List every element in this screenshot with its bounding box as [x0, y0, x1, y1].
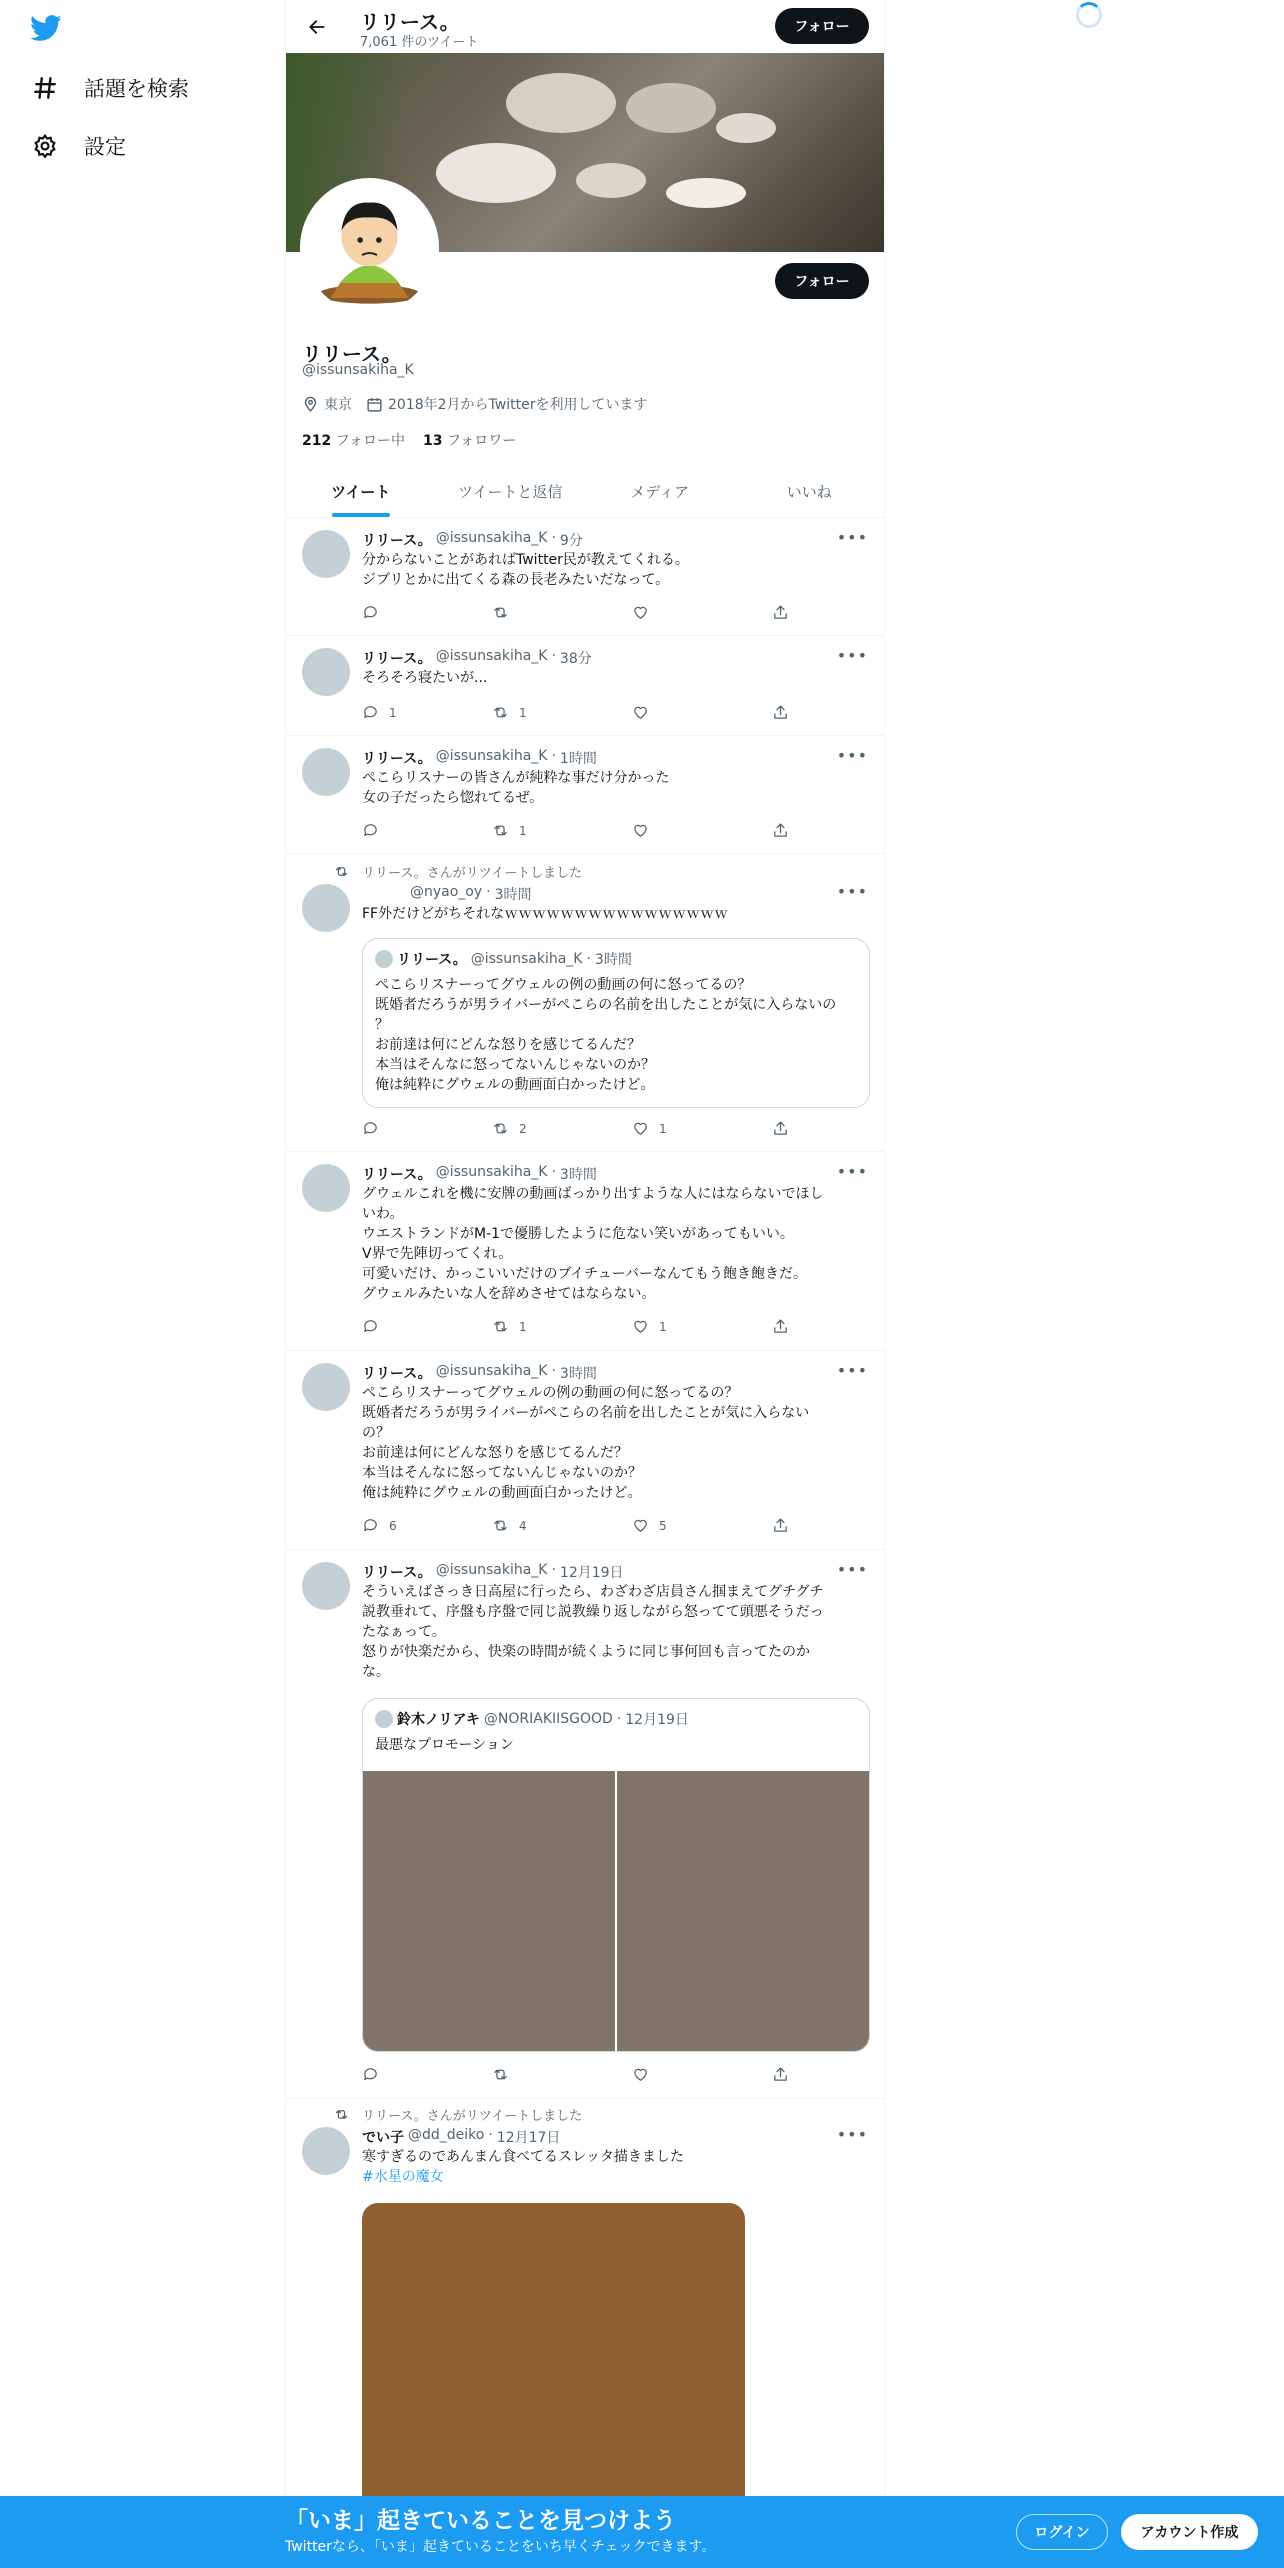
reply-button[interactable] [362, 822, 389, 839]
tweet-actions [362, 1318, 792, 1338]
quote-time: 12月19日 [625, 1712, 689, 1728]
tab-likes[interactable]: いいね [786, 482, 832, 501]
profile-location-text: 東京 [324, 397, 352, 413]
calendar-icon [366, 396, 383, 413]
share-icon [772, 2066, 789, 2083]
share-button[interactable] [772, 2066, 789, 2083]
reply-button[interactable] [362, 704, 397, 721]
profile-meta [302, 394, 647, 414]
quote-media-image[interactable] [363, 1771, 615, 2052]
followers-link[interactable] [423, 430, 516, 450]
nav-settings-label: 設定 [84, 135, 126, 159]
like-button[interactable] [632, 704, 659, 721]
share-button[interactable] [772, 1517, 789, 1534]
retweet-button[interactable] [492, 704, 527, 721]
tweet-header: リリース。 @issunsakiha_K · 1時間 [362, 748, 597, 767]
quote-avatar [375, 950, 393, 968]
tweet[interactable] [286, 1351, 884, 1550]
tweet-avatar[interactable] [302, 530, 350, 578]
share-icon [772, 1517, 789, 1534]
nav-explore-label: 話題を検索 [84, 77, 189, 101]
like-button[interactable] [632, 2066, 659, 2083]
following-label: フォロー中 [335, 433, 405, 449]
tweet-author-name[interactable]: でい子 [362, 2130, 404, 2146]
tweet-text: ぺこらリスナーの皆さんが純粋な事だけ分かった 女の子だったら惚れてるぜ。 [362, 770, 670, 806]
signup-banner [0, 2496, 1284, 2568]
share-icon [772, 822, 789, 839]
tweet-text: ぺこらリスナーってグウェルの例の動画の何に怒ってるの？ 既婚者だろうが男ライバーがぺこらの名前を出したことが気に入らない の？ お前達は何にどんな怒りを感じてるんだ？ 本当はそんなに怒ってないんじゃないのか？ 俺は純粋にグウェルの動画面白かったけど。 [362, 1385, 810, 1501]
share-icon [772, 704, 789, 721]
like-icon [632, 704, 649, 721]
share-button[interactable] [772, 604, 789, 621]
tweet[interactable] [286, 736, 884, 854]
share-icon [772, 604, 789, 621]
tweet-header: リリース。 @issunsakiha_K · 3時間 [362, 1363, 597, 1382]
main-column [285, 0, 885, 2568]
nav-settings[interactable] [32, 131, 126, 161]
retweet-count: 1 [519, 705, 527, 720]
like-icon [632, 604, 649, 621]
profile-avatar[interactable] [300, 178, 439, 317]
quote-media-image[interactable] [617, 1771, 870, 2052]
retweet-icon [492, 1318, 509, 1335]
tweet-time[interactable]: 12月19日 [559, 1565, 624, 1581]
login-button[interactable]: ログイン [1016, 2514, 1108, 2550]
share-button[interactable] [772, 1318, 789, 1335]
tweet-media-image[interactable] [362, 2203, 745, 2496]
quoted-tweet[interactable] [362, 938, 870, 1108]
like-icon [632, 1120, 649, 1137]
following-link[interactable] [302, 430, 405, 450]
quote-text: ぺこらリスナーってグウェルの例の動画の何に怒ってるの？ 既婚者だろうが男ライバーがぺこらの名前を出したことが気に入らないの ？ お前達は何にどんな怒りを感じてるんだ？ 本当はそんなに怒ってないんじゃないのか？ 俺は純粋にグウェルの動画面白かったけど。 [375, 977, 837, 1093]
more-options-icon[interactable]: ••• [836, 1162, 868, 1181]
tweet-time[interactable]: 3時間 [559, 1167, 597, 1183]
reply-button[interactable] [362, 2066, 389, 2083]
header-follow-button[interactable]: フォロー [775, 8, 869, 44]
tweet-avatar[interactable] [302, 884, 350, 932]
tweet-avatar[interactable] [302, 1164, 350, 1212]
tweet-time[interactable]: 1時間 [559, 751, 597, 767]
like-button[interactable] [632, 1318, 667, 1335]
tweet-time[interactable]: 12月17日 [496, 2130, 561, 2146]
loading-spinner-icon [1076, 2, 1102, 28]
reply-icon [362, 822, 379, 839]
tweet-author-handle[interactable]: @dd_deiko [408, 2127, 485, 2143]
like-button[interactable] [632, 1517, 667, 1534]
quote-author-handle: @issunsakiha_K [470, 951, 583, 967]
retweet-icon [334, 864, 349, 879]
twitter-bird-icon[interactable] [30, 12, 66, 48]
retweet-count: 1 [519, 1319, 527, 1334]
tweet-text: 寒すぎるのであんまん食べてるスレッタ描きました #水星の魔女 [362, 2147, 870, 2187]
tab-media[interactable]: メディア [630, 482, 690, 501]
tweet-text: FF外だけどがちそれなｗｗｗｗｗｗｗｗｗｗｗｗｗｗｗｗ [362, 906, 729, 922]
followers-label: フォロワー [446, 433, 517, 449]
reply-count: 1 [389, 705, 397, 720]
tweet-header: リリース。 @issunsakiha_K · 3時間 [362, 1164, 597, 1183]
tweet[interactable] [286, 854, 884, 1152]
tweet-author-handle[interactable]: @issunsakiha_K [435, 530, 548, 546]
tweet-time[interactable]: 38分 [559, 651, 592, 667]
quote-author-handle: @NORIAKIISGOOD [483, 1711, 613, 1727]
like-button[interactable] [632, 1120, 667, 1137]
like-count: 1 [659, 1319, 667, 1334]
more-options-icon[interactable]: ••• [836, 2125, 868, 2144]
reply-icon [362, 1120, 379, 1137]
retweet-note-text: リリース。さんがリツイートしました [362, 866, 583, 881]
reply-button[interactable] [362, 604, 389, 621]
header-tweet-count: 7,061 件のツイート [360, 35, 479, 50]
tweet-header: リリース。 @issunsakiha_K · 38分 [362, 648, 592, 667]
tweet[interactable] [286, 1550, 884, 2099]
tweet-actions [362, 1120, 792, 1140]
like-count: 1 [659, 1121, 667, 1136]
tweet-actions [362, 822, 792, 842]
tweet-avatar[interactable] [302, 1363, 350, 1411]
tweet-avatar[interactable] [302, 748, 350, 796]
tweet-avatar[interactable] [302, 648, 350, 696]
more-options-icon[interactable]: ••• [836, 646, 868, 665]
reply-icon [362, 604, 379, 621]
tweet-header: リリース。 @issunsakiha_K · 9分 [362, 530, 583, 549]
reply-icon [362, 1517, 379, 1534]
retweet-icon [492, 1120, 509, 1137]
share-button[interactable] [772, 1120, 789, 1137]
like-icon [632, 822, 649, 839]
quote-time: 3時間 [594, 952, 632, 968]
tab-tweets-and-replies[interactable]: ツイートと返信 [458, 482, 563, 501]
retweet-count: 4 [519, 1518, 527, 1533]
hashtag-icon [32, 75, 58, 101]
tweet-text: そういえばさっき日高屋に行ったら、わざわざ店員さん掴まえてグチグチ 説教垂れて、序盤も序盤で同じ説教繰り返しながら怒ってて頭悪そうだっ たなぁって。 怒りが快楽だから、快楽の時間が続くように同じ事何回も言ってたのか な。 [362, 1584, 824, 1680]
tweet[interactable] [286, 2099, 884, 2496]
tweet-actions [362, 704, 792, 724]
tweet-time[interactable]: 9分 [559, 533, 583, 549]
like-icon [632, 1318, 649, 1335]
reply-icon [362, 2066, 379, 2083]
reply-icon [362, 1318, 379, 1335]
reply-icon [362, 704, 379, 721]
retweet-button[interactable] [492, 1517, 527, 1534]
retweet-icon [492, 604, 509, 621]
profile-follow-button[interactable]: フォロー [775, 263, 869, 299]
quote-avatar [375, 1710, 393, 1728]
tweet[interactable] [286, 636, 884, 736]
tweet-time[interactable]: 3時間 [559, 1366, 597, 1382]
quote-author-name: 鈴木ノリアキ [397, 1712, 480, 1728]
retweet-button[interactable] [492, 2066, 519, 2083]
retweet-button[interactable] [492, 822, 527, 839]
signup-banner-subtitle: Twitterなら、「いま」起きていることをいち早くチェックできます。 [285, 2539, 716, 2555]
quote-header: リリース。 @issunsakiha_K · 3時間 [375, 949, 632, 969]
tweet-text: そろそろ寝たいが... [362, 670, 488, 686]
location-pin-icon [302, 396, 319, 413]
tweet[interactable] [286, 518, 884, 636]
like-button[interactable] [632, 604, 659, 621]
retweet-icon [492, 1517, 509, 1534]
tweet-author-name[interactable]: リリース。 [362, 533, 432, 549]
signup-banner-title: 「いま」起きていることを見つけよう [285, 2508, 676, 2534]
tweet-author-name[interactable]: リリース。 [362, 1565, 432, 1581]
more-options-icon[interactable]: ••• [836, 528, 868, 547]
tweet-header: リリース。 @issunsakiha_K · 12月19日 [362, 1562, 624, 1581]
retweet-count: 1 [519, 823, 527, 838]
tweet-author-name[interactable]: リリース。 [362, 1366, 432, 1382]
quoted-tweet[interactable] [362, 1698, 870, 2052]
more-options-icon[interactable]: ••• [836, 882, 868, 901]
retweet-note [362, 862, 582, 881]
header-title: リリース。 [360, 10, 460, 34]
reply-button[interactable] [362, 1120, 389, 1137]
reply-count: 6 [389, 1518, 397, 1533]
reply-button[interactable] [362, 1517, 397, 1534]
like-icon [632, 2066, 649, 2083]
profile-name: リリース。 [302, 342, 402, 366]
quote-header: 鈴木ノリアキ @NORIAKIISGOOD · 12月19日 [375, 1709, 689, 1729]
retweet-icon [492, 704, 509, 721]
share-icon [772, 1318, 789, 1335]
retweet-note-text: リリース。さんがリツイートしました [362, 2109, 583, 2124]
more-options-icon[interactable]: ••• [836, 1560, 868, 1579]
like-icon [632, 1517, 649, 1534]
tweet-text: 分からないことがあればTwitter民が教えてくれる。 ジブリとかに出てくる森の長老みたいだなって。 [362, 552, 689, 588]
retweet-icon [492, 822, 509, 839]
tweet-actions [362, 1517, 792, 1537]
tweet-header: @nyao_oy · 3時間 [410, 884, 532, 903]
retweet-icon [492, 2066, 509, 2083]
retweet-count: 2 [519, 1121, 527, 1136]
more-options-icon[interactable]: ••• [836, 1361, 868, 1380]
profile-joined [366, 394, 647, 414]
tweet-time[interactable]: 3時間 [494, 887, 532, 903]
quote-author-name: リリース。 [397, 952, 467, 968]
tweet-author-handle[interactable]: @issunsakiha_K [435, 1363, 548, 1379]
share-button[interactable] [772, 704, 789, 721]
profile-location [302, 394, 352, 414]
tweet-author-handle[interactable]: @issunsakiha_K [435, 648, 548, 664]
retweet-note [362, 2105, 582, 2124]
reply-button[interactable] [362, 1318, 389, 1335]
retweet-button[interactable] [492, 1120, 527, 1137]
more-options-icon[interactable]: ••• [836, 746, 868, 765]
tweet-actions [362, 604, 792, 624]
like-button[interactable] [632, 822, 659, 839]
tweet-avatar[interactable] [302, 2127, 350, 2175]
tweet-actions [362, 2066, 792, 2086]
tweet-text: グウェルこれを機に安牌の動画ばっかり出すような人にはならないでほし いわ。 ウエストランドがM-1で優勝したように危ない笑いがあってもいい。 V界で先陣切ってくれ。 可愛いだけ、かっこいいだけのブイチューバーなんてもう飽き飽きだ。 グウェルみたいな人を辞めさせてはならない。 [362, 1186, 824, 1302]
tab-tweets[interactable]: ツイート [286, 465, 436, 517]
tweet-header: でい子 @dd_deiko · 12月17日 [362, 2127, 561, 2146]
retweet-button[interactable] [492, 1318, 527, 1335]
profile-joined-text: 2018年2月からTwitterを利用しています [388, 397, 648, 413]
share-button[interactable] [772, 822, 789, 839]
nav-explore[interactable] [32, 73, 189, 103]
arrow-left-icon [307, 17, 327, 37]
profile-handle: @issunsakiha_K [302, 362, 414, 378]
tweet-author-handle[interactable]: @issunsakiha_K [435, 1562, 548, 1578]
tweet-author-name[interactable]: リリース。 [362, 651, 432, 667]
followers-count: 13 [423, 433, 443, 449]
tweet-avatar[interactable] [302, 1562, 350, 1610]
back-button[interactable] [300, 10, 334, 44]
tweet-author-handle[interactable]: @issunsakiha_K [435, 748, 548, 764]
signup-button[interactable]: アカウント作成 [1121, 2514, 1258, 2550]
tweet-author-handle[interactable]: @nyao_oy [410, 884, 483, 900]
profile-header-bar [286, 0, 884, 53]
retweet-button[interactable] [492, 604, 519, 621]
quote-text: 最悪なプロモーション [375, 1737, 514, 1753]
share-icon [772, 1120, 789, 1137]
profile-stats [302, 430, 516, 450]
tweet-author-name[interactable]: リリース。 [362, 751, 432, 767]
gear-icon [32, 133, 58, 159]
tweet-author-name[interactable]: リリース。 [362, 1167, 432, 1183]
tweet[interactable] [286, 1152, 884, 1351]
hashtag-link[interactable]: #水星の魔女 [362, 2169, 444, 2185]
retweet-icon [334, 2107, 349, 2122]
profile-tabs [286, 465, 884, 518]
tweet-author-handle[interactable]: @issunsakiha_K [435, 1164, 548, 1180]
like-count: 5 [659, 1518, 667, 1533]
following-count: 212 [302, 433, 332, 449]
